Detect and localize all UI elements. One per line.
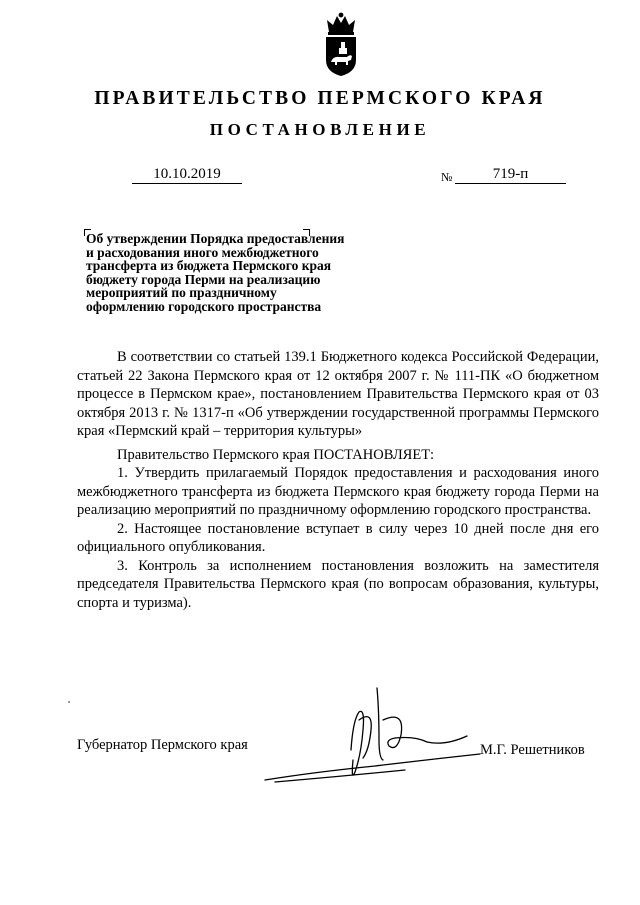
subject-line: бюджету города Перми на реализацию (86, 271, 321, 287)
item-2-paragraph: 2. Настоящее постановление вступает в силу через 10 дней после дня его официального опубликования. (77, 520, 599, 555)
resolution-clause: Правительство Пермского края ПОСТАНОВЛЯЕТ: (117, 446, 435, 463)
document-type-title: ПОСТАНОВЛЕНИЕ (209, 120, 431, 139)
subject-line: трансферта из бюджета Пермского края (86, 258, 332, 274)
document-number: 719-п (455, 165, 566, 184)
government-title: ПРАВИТЕЛЬСТВО ПЕРМСКОГО КРАЯ (94, 88, 546, 109)
coat-of-arms-emblem (323, 12, 359, 78)
signer-name: М.Г. Решетников (480, 742, 585, 758)
subject-block (86, 232, 396, 314)
subject-line: оформлению городского пространства (86, 298, 322, 314)
preamble-paragraph: В соответствии со статьей 139.1 Бюджетного кодекса Российской Федерации, статьей 22 Закона Пермского края от 12 октября 2007 г. № 111-ПК «О бюджетном процессе в Пермском крае», постановлением Правительства Пермского края от 03 октября 2013 г. № 1317-п «Об утверждении государственной программы Пермского края «Пермский край – территория культуры» (77, 349, 599, 439)
signer-position: Губернатор Пермского края (77, 737, 248, 753)
document-body (77, 348, 599, 612)
subject-line: Об утверждении Порядка предоставления (86, 231, 345, 246)
subject-line: мероприятий по праздничному (86, 285, 277, 301)
item-3-paragraph: 3. Контроль за исполнением постановления возложить на заместителя председателя Правительства Пермского края (по вопросам образования, культуры, спорта и туризма). (77, 557, 599, 611)
document-date: 10.10.2019 (132, 165, 242, 184)
scan-speck (68, 701, 70, 703)
number-sign: № (441, 170, 453, 184)
handwritten-signature (255, 680, 485, 790)
subject-line: и расходования иного межбюджетного (86, 244, 319, 260)
item-1-paragraph: 1. Утвердить прилагаемый Порядок предоставления и расходования иного межбюджетного трансферта из бюджета Пермского края бюджету города Перми на реализацию мероприятий по праздничному оформлению городского пространства. (77, 465, 599, 518)
